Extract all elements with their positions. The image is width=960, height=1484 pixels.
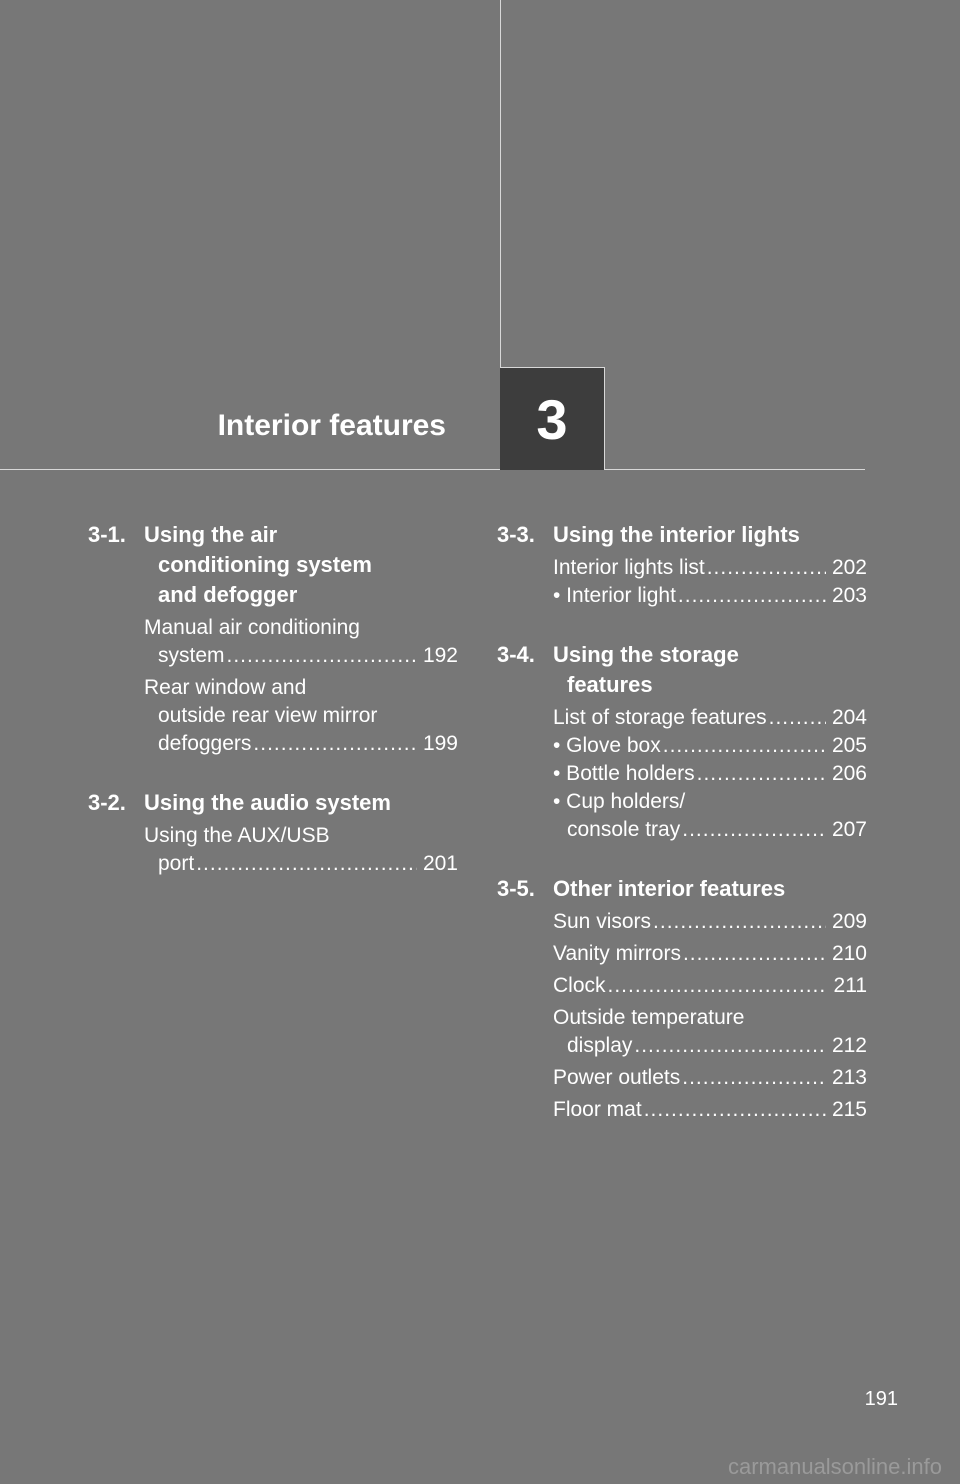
dot-leader — [253, 730, 417, 758]
dot-leader — [682, 816, 826, 844]
toc-section — [497, 640, 867, 844]
toc-entry-line — [553, 582, 867, 610]
dot-leader — [769, 704, 826, 732]
section-entries — [88, 614, 458, 758]
toc-entry[interactable] — [497, 940, 867, 968]
dot-leader — [608, 972, 828, 1000]
toc-entry[interactable] — [497, 554, 867, 582]
toc-entry[interactable] — [497, 760, 867, 788]
toc-section — [88, 520, 458, 758]
toc-page-number: 213 — [831, 1066, 867, 1089]
section-title-line: and defogger — [158, 582, 298, 607]
toc-entry-text: Power outlets — [553, 1066, 681, 1089]
section-title-line: Using the audio system — [144, 790, 391, 815]
toc-entry[interactable] — [497, 582, 867, 610]
toc-entry-text: Outside temperature — [553, 1006, 745, 1029]
toc-entry[interactable] — [497, 972, 867, 1000]
toc-entry-text: List of storage features — [553, 706, 767, 729]
toc-entry-text: Using the AUX/USB — [144, 824, 330, 847]
toc-entry-line — [553, 554, 867, 582]
section-title-line: Other interior features — [553, 876, 786, 901]
toc-entry-text: Clock — [553, 974, 606, 997]
toc-entry-line — [553, 788, 867, 816]
toc-entry[interactable] — [88, 674, 458, 758]
toc-page-number: 192 — [422, 644, 458, 667]
toc-entry-text: Vanity mirrors — [553, 942, 681, 965]
toc-entry[interactable] — [497, 732, 867, 760]
toc-section — [88, 788, 458, 878]
toc-page-number: 203 — [831, 584, 867, 607]
toc-entry-line — [553, 972, 867, 1000]
section-title-line: conditioning system — [158, 552, 372, 577]
dot-leader — [196, 850, 417, 878]
toc-entry-text: display — [567, 1034, 633, 1057]
toc-entry-text: • Bottle holders — [553, 762, 695, 785]
dot-leader — [653, 908, 826, 936]
toc-entry-line — [553, 908, 867, 936]
page-number: 191 — [864, 1388, 898, 1410]
toc-entry-text: Floor mat — [553, 1098, 642, 1121]
toc-entry[interactable] — [497, 788, 867, 844]
section-heading — [497, 640, 867, 700]
section-heading — [497, 874, 867, 904]
toc-page-number: 206 — [831, 762, 867, 785]
toc-page-number: 204 — [831, 706, 867, 729]
toc-entry-line — [553, 1004, 867, 1032]
toc-entry-text: • Glove box — [553, 734, 661, 757]
dot-leader — [634, 1032, 826, 1060]
toc-entry-text: • Interior light — [553, 584, 676, 607]
dot-leader — [644, 1096, 826, 1124]
toc-page-number: 211 — [833, 974, 867, 997]
dot-leader — [707, 554, 826, 582]
section-title-line: Using the storage — [553, 642, 739, 667]
toc-entry-line — [553, 1032, 867, 1060]
toc-entry-line — [144, 730, 458, 758]
toc-entry-text: system — [158, 644, 225, 667]
toc-page-number: 205 — [831, 734, 867, 757]
toc-entry-text: Manual air conditioning — [144, 616, 360, 639]
toc-page-number: 212 — [831, 1034, 867, 1057]
toc-entry[interactable] — [88, 822, 458, 878]
toc-page-number: 215 — [831, 1098, 867, 1121]
dot-leader — [663, 732, 826, 760]
toc-entry-line — [553, 1064, 867, 1092]
section-entries — [88, 822, 458, 878]
toc-page-number: 199 — [422, 732, 458, 755]
chapter-number: 3 — [536, 387, 568, 451]
section-heading — [88, 788, 458, 818]
toc-page-number: 209 — [831, 910, 867, 933]
toc-entry-text: • Cup holders/ — [553, 790, 686, 813]
toc-page-number: 210 — [831, 942, 867, 965]
toc-entry-line — [553, 732, 867, 760]
toc-entry[interactable] — [497, 1096, 867, 1124]
toc-entry[interactable] — [497, 1064, 867, 1092]
watermark: carmanualsonline.info — [727, 1454, 942, 1479]
section-heading — [497, 520, 867, 550]
dot-leader — [227, 642, 417, 670]
dot-leader — [678, 582, 826, 610]
section-title-line: Using the interior lights — [553, 522, 800, 547]
toc-entry-line — [144, 702, 458, 730]
toc-section — [497, 520, 867, 610]
section-title-line: Using the air — [144, 522, 278, 547]
dot-leader — [683, 940, 826, 968]
toc-page-number: 207 — [831, 818, 867, 841]
toc-entry-line — [553, 704, 867, 732]
toc-column-left — [88, 520, 458, 908]
section-number: 3-1. — [88, 522, 126, 547]
toc-entry-line — [144, 674, 458, 702]
toc-entry[interactable] — [497, 1004, 867, 1060]
toc-entry-line — [144, 614, 458, 642]
chapter-number-badge — [500, 367, 605, 470]
toc-entry[interactable] — [88, 614, 458, 670]
toc-section — [497, 874, 867, 1124]
toc-page-number: 201 — [422, 852, 458, 875]
header-horizontal-rule — [0, 469, 865, 470]
section-entries — [497, 704, 867, 844]
section-number: 3-2. — [88, 790, 126, 815]
toc-entry[interactable] — [497, 908, 867, 936]
toc-page-number: 202 — [831, 556, 867, 579]
toc-entry-line — [144, 642, 458, 670]
section-heading — [88, 520, 458, 610]
toc-entry-text: Rear window and — [144, 676, 307, 699]
toc-entry-line — [144, 850, 458, 878]
section-number: 3-5. — [497, 876, 535, 901]
toc-entry-text: Sun visors — [553, 910, 652, 933]
section-number: 3-4. — [497, 642, 535, 667]
toc-entry-text: defoggers — [158, 732, 252, 755]
toc-entry[interactable] — [497, 704, 867, 732]
toc-entry-line — [553, 1096, 867, 1124]
toc-entry-text: outside rear view mirror — [158, 704, 378, 727]
dot-leader — [697, 760, 826, 788]
section-entries — [497, 554, 867, 610]
toc-entry-text: Interior lights list — [553, 556, 705, 579]
section-title-line: features — [567, 672, 653, 697]
toc-entry-line — [553, 760, 867, 788]
chapter-title: Interior features — [217, 409, 446, 442]
toc-entry-text: port — [158, 852, 195, 875]
dot-leader — [682, 1064, 826, 1092]
toc-entry-line — [553, 816, 867, 844]
toc-entry-line — [553, 940, 867, 968]
section-entries — [497, 908, 867, 1124]
toc-entry-line — [144, 822, 458, 850]
toc-column-right — [497, 520, 867, 1154]
section-number: 3-3. — [497, 522, 535, 547]
toc-entry-text: console tray — [567, 818, 681, 841]
